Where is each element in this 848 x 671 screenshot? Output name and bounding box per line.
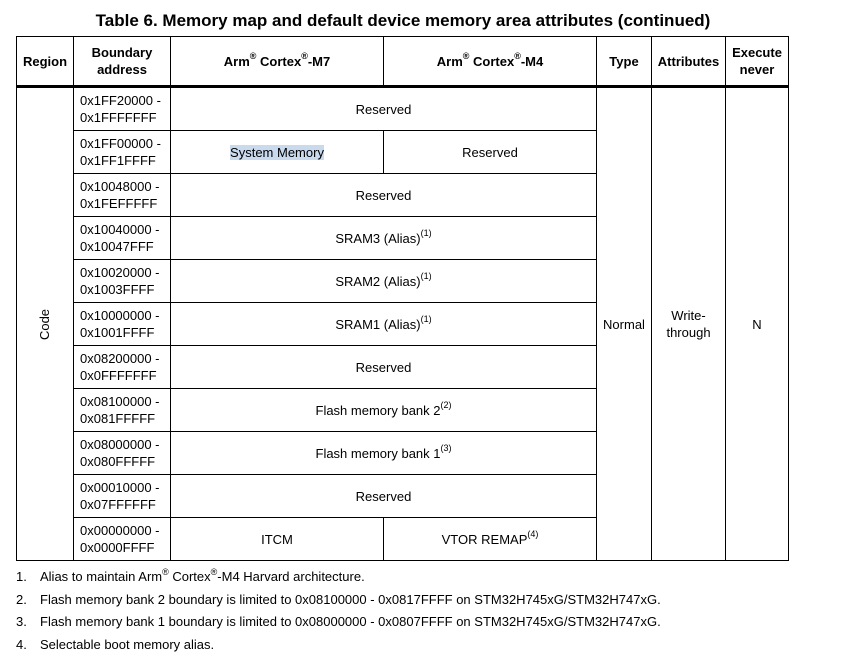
footnote: 4. Selectable boot memory alias. (16, 636, 215, 652)
m4-memory-area: Reserved (384, 131, 597, 174)
m7-memory-area: ITCM (171, 518, 384, 561)
header-execute-never: Execute never (726, 37, 789, 87)
footnote-ref: (1) (420, 228, 432, 239)
boundary-address: 0x10020000 - 0x1003FFFF (74, 260, 171, 303)
selected-text[interactable]: System Memory (230, 144, 324, 160)
header-type: Type (597, 37, 652, 87)
region-cell: Code (17, 87, 74, 561)
footnote-ref: (1) (420, 271, 432, 282)
type-cell: Normal (597, 87, 652, 561)
memory-area: Reserved (171, 475, 597, 518)
footnote: 3. Flash memory bank 1 boundary is limited to 0x08000000 - 0x0807FFFF on STM32H745xG/STM32H747xG. (16, 614, 661, 629)
boundary-address: 0x1FF00000 - 0x1FF1FFFF (74, 131, 171, 174)
execute-never-cell: N (726, 87, 789, 561)
header-cortex-m4: Arm® Cortex®-M4 (384, 37, 597, 87)
header-cortex-m7: Arm® Cortex®-M7 (171, 37, 384, 87)
memory-map-table (16, 36, 789, 561)
memory-area: Flash memory bank 1$^{(3)}$ (171, 432, 597, 475)
table-title: Table 6. Memory map and default device memory area attributes (continued) (95, 11, 711, 30)
boundary-address: 0x08200000 - 0x0FFFFFFF (74, 346, 171, 389)
boundary-address: 0x08000000 - 0x080FFFFF (74, 432, 171, 475)
boundary-address: 0x10040000 - 0x10047FFF (74, 217, 171, 260)
memory-area: SRAM1 (Alias)$^{(1)}$ (171, 303, 597, 346)
boundary-address: 0x10048000 - 0x1FEFFFFF (74, 174, 171, 217)
footnote-ref: (1) (420, 314, 432, 325)
header-row (17, 37, 789, 87)
memory-area: SRAM2 (Alias)$^{(1)}$ (171, 260, 597, 303)
memory-area: SRAM3 (Alias)$^{(1)}$ (171, 217, 597, 260)
header-attributes: Attributes (652, 37, 726, 87)
m4-memory-area: VTOR REMAP$^{(4)}$ (384, 518, 597, 561)
footnote-ref: (4) (527, 529, 539, 540)
footnote: 1. Alias to maintain Arm® Cortex®-M4 Harvard architecture. (16, 566, 365, 584)
footnotes (16, 566, 661, 656)
table-row (17, 87, 789, 131)
attributes-cell: Write- through (652, 87, 726, 561)
memory-area: Reserved (171, 346, 597, 389)
footnote-ref: (2) (440, 400, 452, 411)
boundary-address: 0x00010000 - 0x07FFFFFF (74, 475, 171, 518)
header-boundary-address: Boundary address (74, 37, 171, 87)
m7-memory-area (171, 131, 384, 174)
memory-area: Reserved (171, 87, 597, 131)
boundary-address: 0x08100000 - 0x081FFFFF (74, 389, 171, 432)
boundary-address: 0x00000000 - 0x0000FFFF (74, 518, 171, 561)
memory-area: Reserved (171, 174, 597, 217)
footnote-ref: (3) (440, 443, 452, 454)
footnote: 2. Flash memory bank 2 boundary is limited to 0x08100000 - 0x0817FFFF on STM32H745xG/STM32H747xG. (16, 591, 661, 607)
header-region: Region (17, 37, 74, 87)
memory-area: Flash memory bank 2$^{(2)}$ (171, 389, 597, 432)
boundary-address: 0x10000000 - 0x1001FFFF (74, 303, 171, 346)
boundary-address: 0x1FF20000 - 0x1FFFFFFF (74, 87, 171, 131)
